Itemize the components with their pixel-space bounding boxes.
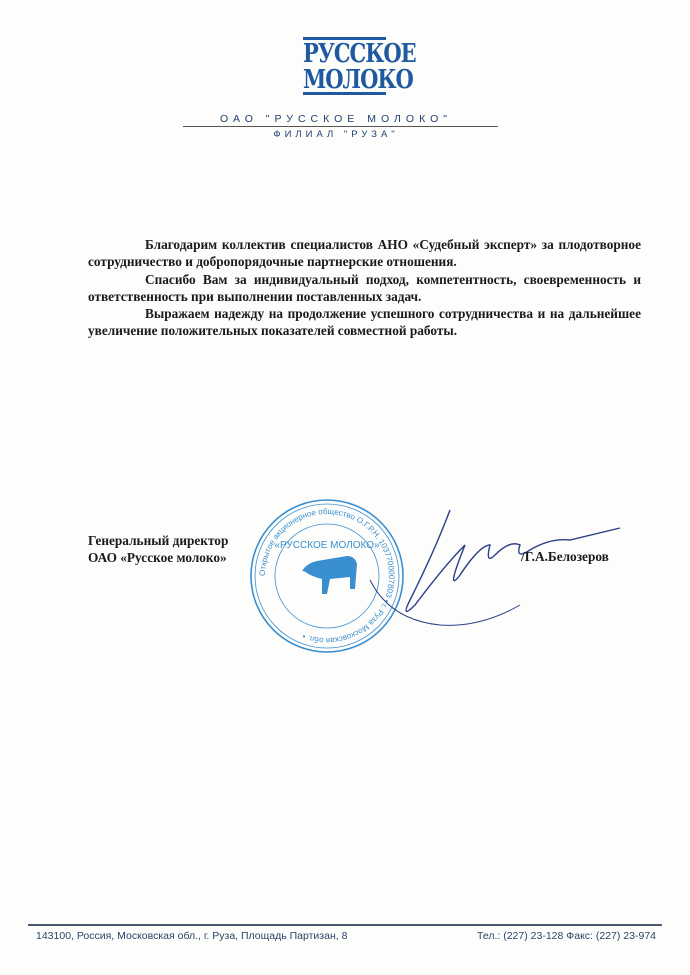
header-divider [183,126,498,127]
branch-name: ФИЛИАЛ "РУЗА" [273,129,399,140]
company-logo [303,36,416,95]
handwritten-signature [330,490,630,640]
paragraph: Выражаем надежду на продолжение успешного сотрудничества и на дальнейшее увеличение положительных показателей совместной работы. [88,306,641,339]
footer-contacts: Тел.: (227) 23-128 Факс: (227) 23-974 [477,930,656,942]
signatory-position: Генеральный директор [88,533,229,548]
paragraph: Благодарим коллектив специалистов АНО «Судебный эксперт» за плодотворное сотрудничество и добропорядочные партнерские отношения. [88,237,641,270]
stamp-center-text: «РУССКОЕ МОЛОКО» [274,540,380,551]
footer-divider [28,924,662,926]
footer-address: 143100, Россия, Московская обл., г. Руза, Площадь Партизан, 8 [36,930,348,942]
footer [36,930,656,942]
signatory-title [88,532,228,566]
letter-body [88,236,641,340]
logo-line2: МОЛОКО [303,62,413,94]
signatory-company: ОАО «Русское молоко» [88,550,227,565]
company-name: ОАО "РУССКОЕ МОЛОКО" [220,113,452,125]
logo-line1: РУССКОЕ [303,36,416,68]
paragraph: Спасибо Вам за индивидуальный подход, компетентность, своевременность и ответственность при выполнении поставленных задач. [88,271,641,304]
signatory-name: /Г.А.Белозеров [521,549,609,564]
stamp-ring-text: Открытое акционерное общество О.Г.Р.Н. 1037700007803 • г. Руза Московская обл. • [257,506,397,646]
